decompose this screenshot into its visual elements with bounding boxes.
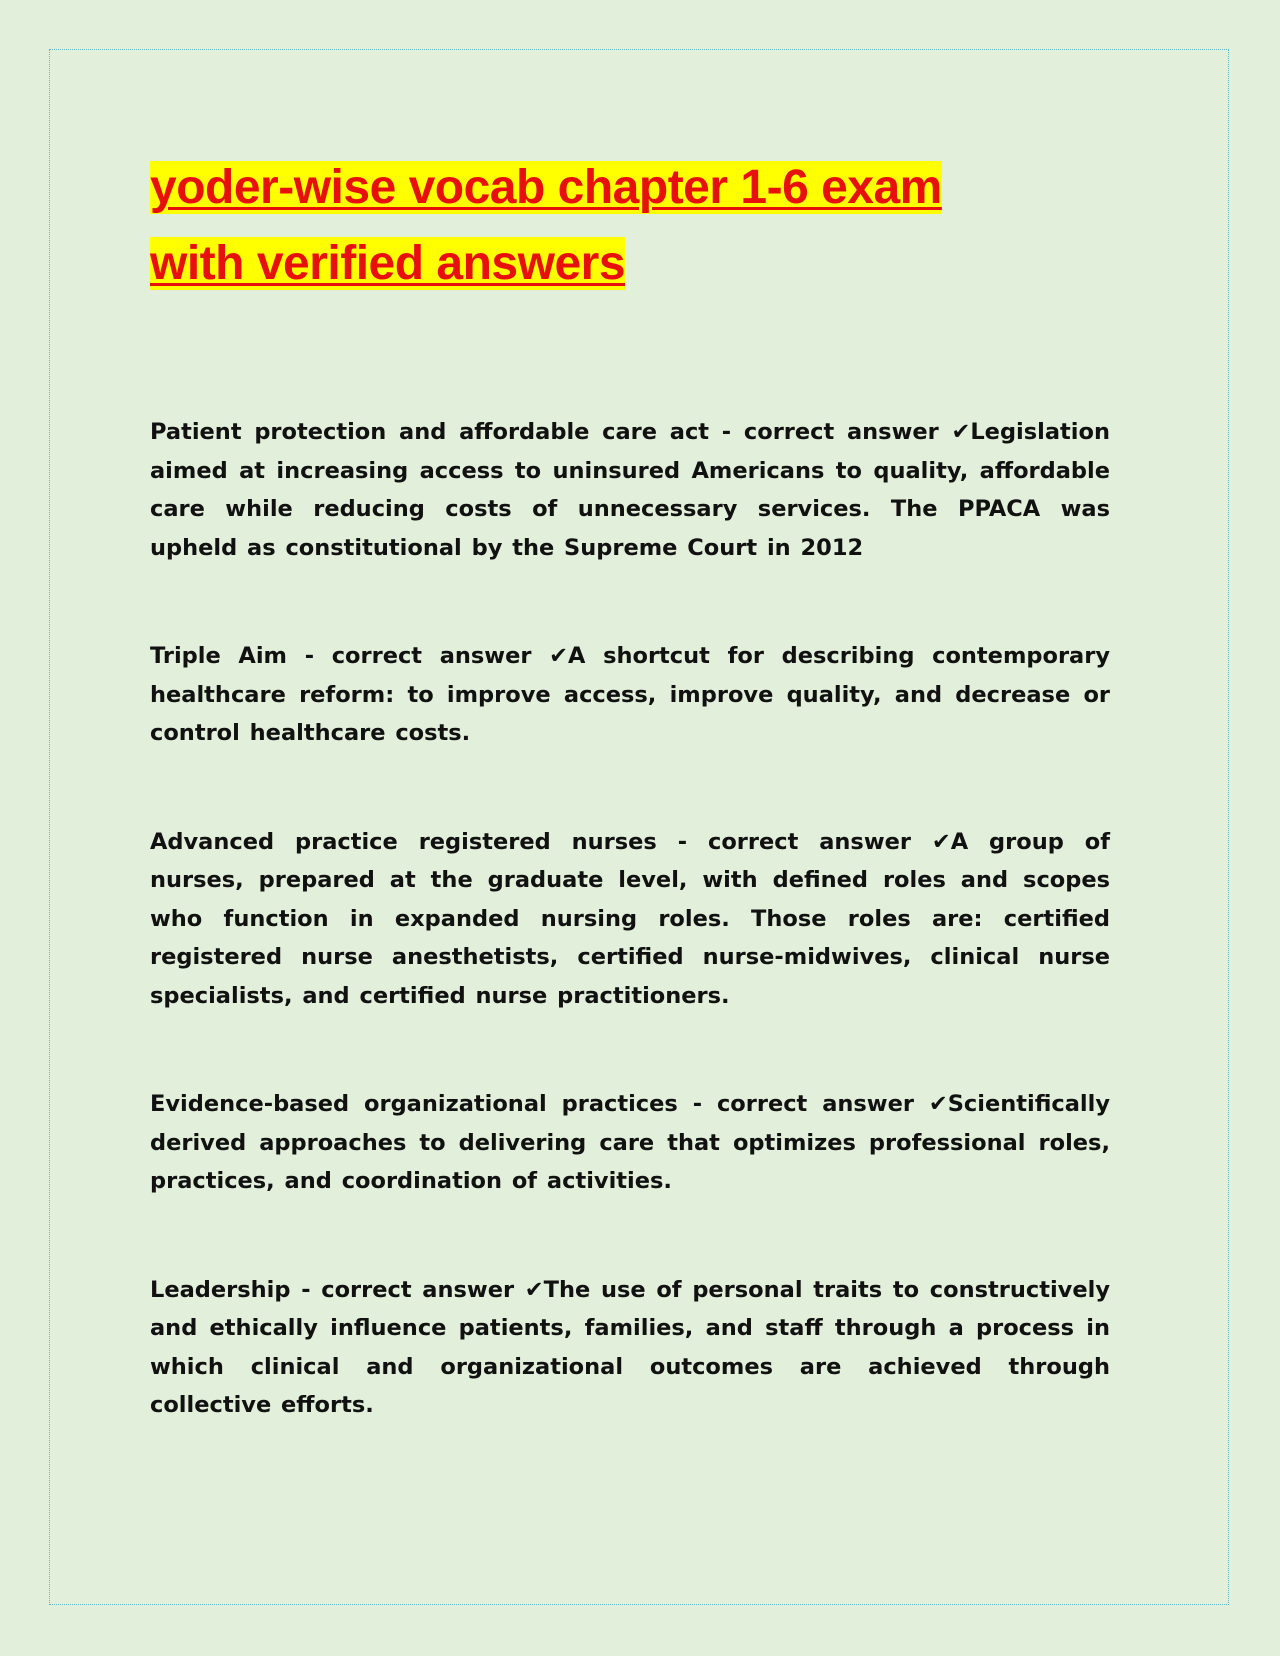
vocab-entry	[150, 1085, 1110, 1201]
vocab-entry	[150, 637, 1110, 753]
entry-term: Advanced practice registered nurses	[150, 828, 657, 855]
entry-term: Leadership	[150, 1276, 291, 1303]
vocab-entry	[150, 823, 1110, 1016]
answer-separator: - correct answer	[290, 1276, 525, 1303]
vocab-entry	[150, 413, 1110, 567]
check-mark-icon: ✔	[524, 1276, 544, 1303]
title-line-1: yoder-wise vocab chapter 1-6 exam	[150, 161, 942, 214]
answer-separator: - correct answer	[677, 1091, 929, 1117]
entry-term: Patient protection and affordable care act	[150, 419, 710, 445]
entry-definition: Legislation aimed at increasing access to uninsured Americans to quality, affordable care while reducing costs of unnecessary services. The PPACA was upheld as constitutional by the Supreme Court in 2012	[150, 419, 1110, 561]
entry-definition: Scientifically derived approaches to delivering care that optimizes professional roles, practices, and coordination of activities.	[150, 1091, 1111, 1194]
answer-separator: - correct answer	[287, 643, 550, 669]
entry-definition: A shortcut for describing contemporary healthcare reform: to improve access, improve quality, and decrease or control healthcare costs.	[150, 643, 1110, 746]
entry-term: Triple Aim	[150, 643, 288, 669]
answer-separator: - correct answer	[709, 419, 952, 445]
check-mark-icon: ✔	[931, 828, 951, 855]
check-mark-icon: ✔	[928, 1091, 948, 1117]
check-mark-icon: ✔	[951, 419, 971, 445]
entry-definition: The use of personal traits to constructively and ethically influence patients, families, and staff through a process in which clinical and organizational outcomes are achieved through collective efforts.	[150, 1276, 1110, 1418]
check-mark-icon: ✔	[549, 643, 568, 669]
entry-term: Evidence-based organizational practices	[150, 1091, 678, 1117]
document-body	[150, 150, 1110, 1495]
vocab-entry	[150, 1271, 1110, 1425]
entry-definition: A group of nurses, prepared at the graduate level, with defined roles and scopes who function in expanded nursing roles. Those roles are: certified registered nurse anesthetists, certified nurse-midwives, clinical nurse specialists, and certified nurse practitioners.	[150, 828, 1110, 1009]
title-line-2: with verified answers	[150, 237, 626, 290]
vocab-list	[150, 413, 1110, 1425]
document-title	[150, 150, 1110, 302]
answer-separator: - correct answer	[656, 828, 932, 855]
